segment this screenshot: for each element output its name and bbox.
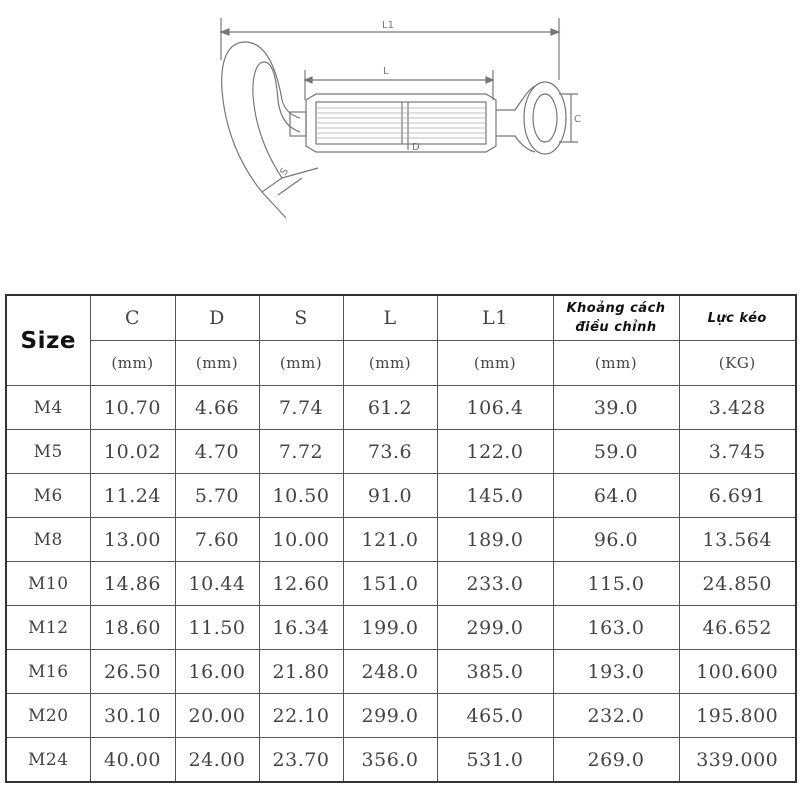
table-cell: 23.70 — [259, 738, 343, 783]
table-cell: 24.00 — [175, 738, 259, 783]
table-cell: 7.72 — [259, 430, 343, 474]
row-size-cell: M20 — [6, 694, 90, 738]
table-cell: 385.0 — [437, 650, 553, 694]
table-cell: 151.0 — [343, 562, 437, 606]
unit-adjust-distance: (mm) — [553, 341, 679, 386]
label-d: D — [412, 142, 420, 153]
label-c: C — [574, 114, 581, 125]
table-cell: 13.564 — [679, 518, 796, 562]
table-cell: 299.0 — [343, 694, 437, 738]
row-size-cell: M12 — [6, 606, 90, 650]
col-header-d: D — [175, 295, 259, 341]
table-cell: 18.60 — [90, 606, 175, 650]
table-cell: 7.60 — [175, 518, 259, 562]
row-size-cell: M16 — [6, 650, 90, 694]
table-row — [6, 738, 796, 783]
table-cell: 4.66 — [175, 386, 259, 430]
unit-d: (mm) — [175, 341, 259, 386]
row-size-cell: M24 — [6, 738, 90, 783]
col-header-l: L — [343, 295, 437, 341]
table-row — [6, 650, 796, 694]
table-row — [6, 474, 796, 518]
table-cell: 121.0 — [343, 518, 437, 562]
eye-outer — [524, 82, 566, 154]
col-header-c: C — [90, 295, 175, 341]
col-header-adjust-distance — [553, 295, 679, 341]
table-cell: 91.0 — [343, 474, 437, 518]
table-cell: 4.70 — [175, 430, 259, 474]
unit-l1: (mm) — [437, 341, 553, 386]
table-cell: 339.000 — [679, 738, 796, 783]
hook-shank — [290, 112, 306, 136]
table-row — [6, 518, 796, 562]
col-header-adjust-line1: Khoảng cách — [566, 301, 666, 316]
table-cell: 96.0 — [553, 518, 679, 562]
table-cell: 10.02 — [90, 430, 175, 474]
table-cell: 10.44 — [175, 562, 259, 606]
row-size-cell: M5 — [6, 430, 90, 474]
table-cell: 248.0 — [343, 650, 437, 694]
table-cell: 61.2 — [343, 386, 437, 430]
table-cell: 193.0 — [553, 650, 679, 694]
table-cell: 73.6 — [343, 430, 437, 474]
table-cell: 40.00 — [90, 738, 175, 783]
unit-c: (mm) — [90, 341, 175, 386]
table-cell: 11.50 — [175, 606, 259, 650]
table-cell: 10.70 — [90, 386, 175, 430]
table-cell: 531.0 — [437, 738, 553, 783]
table-cell: 106.4 — [437, 386, 553, 430]
row-size-cell: M4 — [6, 386, 90, 430]
col-header-l1: L1 — [437, 295, 553, 341]
table-cell: 232.0 — [553, 694, 679, 738]
table-cell: 10.00 — [259, 518, 343, 562]
table-cell: 16.00 — [175, 650, 259, 694]
size-header: Size — [6, 295, 90, 386]
table-cell: 24.850 — [679, 562, 796, 606]
hook-outline — [222, 42, 300, 192]
table-cell: 189.0 — [437, 518, 553, 562]
turnbuckle-drawing — [0, 0, 800, 260]
table-cell: 6.691 — [679, 474, 796, 518]
eye-inner — [533, 94, 557, 142]
spec-table — [5, 294, 797, 783]
table-cell: 100.600 — [679, 650, 796, 694]
unit-l: (mm) — [343, 341, 437, 386]
col-header-s: S — [259, 295, 343, 341]
row-size-cell: M6 — [6, 474, 90, 518]
label-l: L — [383, 66, 389, 77]
col-header-pull-force: Lực kéo — [679, 295, 796, 341]
table-cell: 3.745 — [679, 430, 796, 474]
label-s: S — [278, 166, 292, 178]
table-cell: 59.0 — [553, 430, 679, 474]
table-cell: 14.86 — [90, 562, 175, 606]
table-cell: 30.10 — [90, 694, 175, 738]
s-dimension-line — [278, 178, 302, 195]
table-cell: 39.0 — [553, 386, 679, 430]
table-cell: 145.0 — [437, 474, 553, 518]
table-cell: 21.80 — [259, 650, 343, 694]
table-cell: 26.50 — [90, 650, 175, 694]
table-row — [6, 562, 796, 606]
table-row — [6, 386, 796, 430]
table-body — [6, 386, 796, 783]
table-cell: 122.0 — [437, 430, 553, 474]
table-row — [6, 694, 796, 738]
table-cell: 13.00 — [90, 518, 175, 562]
col-header-adjust-line2: điều chỉnh — [575, 320, 657, 335]
table-cell: 163.0 — [553, 606, 679, 650]
table-cell: 64.0 — [553, 474, 679, 518]
table-cell: 46.652 — [679, 606, 796, 650]
table-cell: 22.10 — [259, 694, 343, 738]
table-cell: 3.428 — [679, 386, 796, 430]
table-cell: 16.34 — [259, 606, 343, 650]
table-cell: 20.00 — [175, 694, 259, 738]
table-cell: 199.0 — [343, 606, 437, 650]
table-cell: 356.0 — [343, 738, 437, 783]
header-row-names — [6, 295, 796, 341]
table-cell: 465.0 — [437, 694, 553, 738]
table-cell: 10.50 — [259, 474, 343, 518]
table-cell: 12.60 — [259, 562, 343, 606]
table-row — [6, 606, 796, 650]
table-cell: 195.800 — [679, 694, 796, 738]
row-size-cell: M8 — [6, 518, 90, 562]
header-row-units — [6, 341, 796, 386]
table-cell: 269.0 — [553, 738, 679, 783]
label-l1: L1 — [382, 20, 394, 31]
table-cell: 115.0 — [553, 562, 679, 606]
unit-s: (mm) — [259, 341, 343, 386]
table-row — [6, 430, 796, 474]
table-cell: 11.24 — [90, 474, 175, 518]
table-cell: 233.0 — [437, 562, 553, 606]
table-cell: 299.0 — [437, 606, 553, 650]
unit-pull-force: (KG) — [679, 341, 796, 386]
s-extension-1 — [262, 192, 286, 218]
table-cell: 5.70 — [175, 474, 259, 518]
row-size-cell: M10 — [6, 562, 90, 606]
table-cell: 7.74 — [259, 386, 343, 430]
